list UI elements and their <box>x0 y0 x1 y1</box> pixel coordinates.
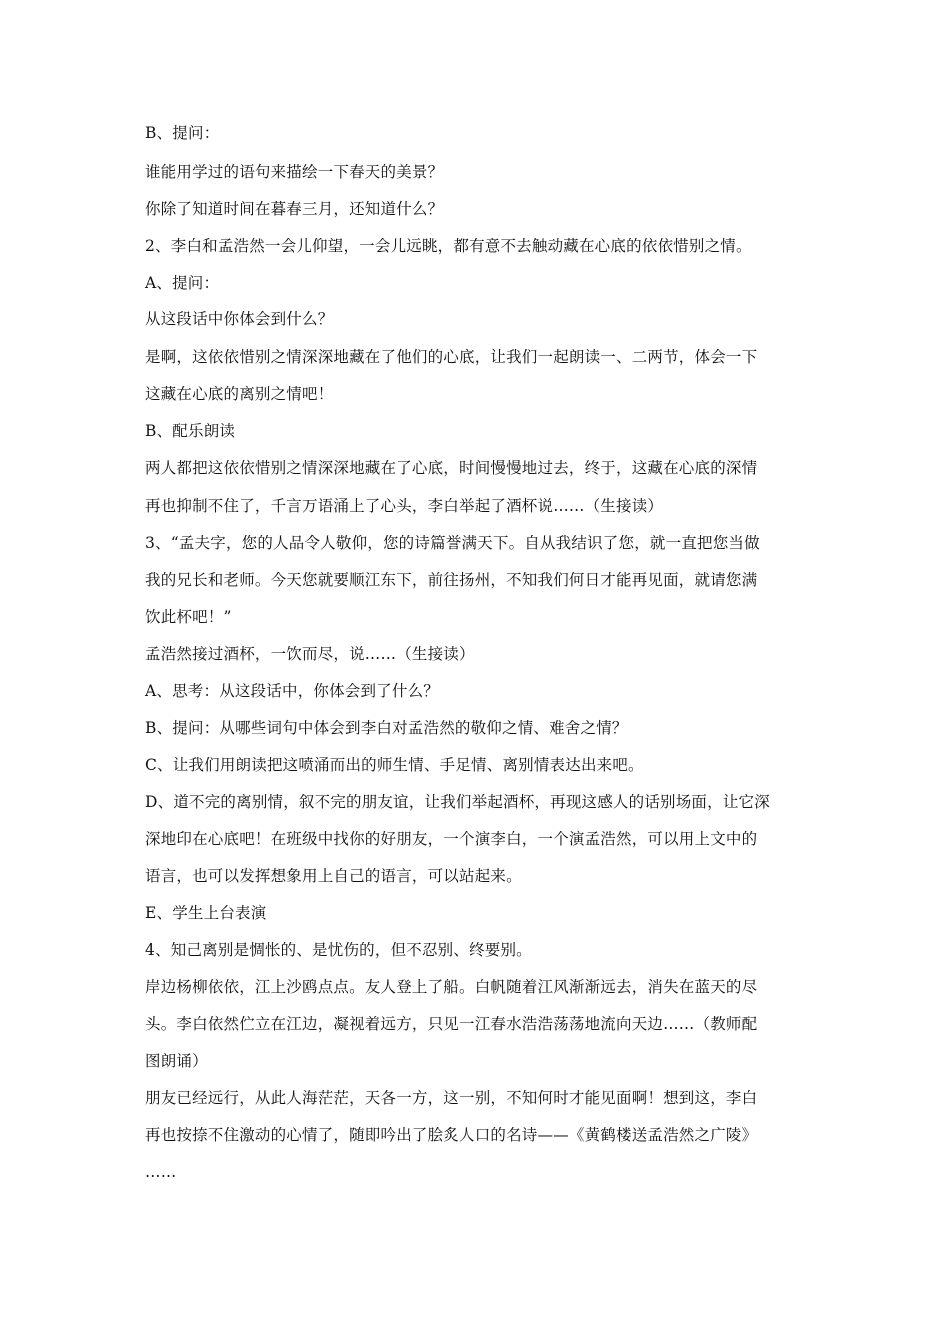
text-line: A、思考：从这段话中，你体会到了什么？ <box>145 682 439 700</box>
text-line: 朋友已经远行，从此人海茫茫，天各一方，这一别，不知何时才能见面啊！想到这，李白 <box>145 1089 758 1107</box>
text-line: 再也按捺不住激动的心情了，随即吟出了脍炙人口的名诗——《黄鹤楼送孟浩然之广陵》 <box>145 1126 758 1144</box>
text-line: A、提问： <box>145 274 220 292</box>
text-line: 孟浩然接过酒杯，一饮而尽，说……（生接读） <box>145 645 475 663</box>
text-line: 图朗诵） <box>145 1052 208 1070</box>
text-line: D、道不完的离别情，叙不完的朋友谊，让我们举起酒杯，再现这感人的话别场面，让它深 <box>145 793 770 811</box>
text-line: 岸边杨柳依依，江上沙鸥点点。友人登上了船。白帆随着江风渐渐远去，消失在蓝天的尽 <box>145 978 758 996</box>
text-line: E、学生上台表演 <box>145 904 267 922</box>
text-line: 饮此杯吧！” <box>145 608 232 626</box>
text-line: 深地印在心底吧！在班级中找你的好朋友，一个演李白，一个演孟浩然，可以用上文中的 <box>145 830 758 848</box>
text-line: 从这段话中你体会到什么？ <box>145 310 334 328</box>
text-line: 语言，也可以发挥想象用上自己的语言，可以站起来。 <box>145 867 522 885</box>
text-line: 是啊，这依依惜别之情深深地藏在了他们的心底，让我们一起朗读一、二两节，体会一下 <box>145 348 758 366</box>
text-line: 再也抑制不住了，千言万语涌上了心头，李白举起了酒杯说……（生接读） <box>145 497 664 515</box>
text-line: 两人都把这依依惜别之情深深地藏在了心底，时间慢慢地过去，终于，这藏在心底的深情 <box>145 459 758 477</box>
text-line: B、提问： <box>145 124 220 142</box>
text-line: 谁能用学过的语句来描绘一下春天的美景？ <box>145 163 444 181</box>
text-line: 我的兄长和老师。今天您就要顺江东下，前往扬州，不知我们何日才能再见面，就请您满 <box>145 571 758 589</box>
text-line: 头。李白依然伫立在江边，凝视着远方，只见一江春水浩浩荡荡地流向天边……（教师配 <box>145 1015 758 1033</box>
text-line: B、配乐朗读 <box>145 422 236 440</box>
text-line: C、让我们用朗读把这喷涌而出的师生情、手足情、离别情表达出来吧。 <box>145 756 644 774</box>
text-line: 你除了知道时间在暮春三月，还知道什么？ <box>145 200 444 218</box>
text-line: 2、李白和孟浩然一会儿仰望，一会儿远眺，都有意不去触动藏在心底的依依惜别之情。 <box>145 237 752 255</box>
text-line: 3、“孟夫字，您的人品令人敬仰，您的诗篇誉满天下。自从我结识了您，就一直把您当做 <box>145 534 760 552</box>
text-line: 这藏在心底的离别之情吧！ <box>145 385 334 403</box>
text-line: B、提问：从哪些词句中体会到李白对孟浩然的敬仰之情、难舍之情？ <box>145 719 628 737</box>
text-line: …… <box>145 1163 177 1181</box>
text-line: 4、知己离别是惆怅的、是忧伤的，但不忍别、终要别。 <box>145 941 532 959</box>
